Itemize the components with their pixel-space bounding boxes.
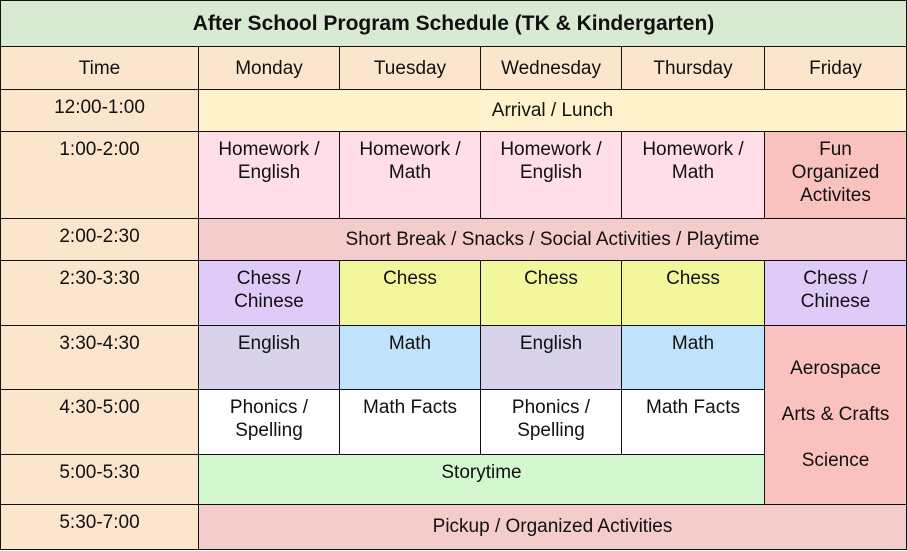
header-wednesday: Wednesday [481,47,622,90]
homework-tuesday-cell: Homework / Math [340,132,481,219]
time-slot: 4:30-5:00 [1,389,199,454]
break-cell: Short Break / Snacks / Social Activities / Playtime [199,219,907,261]
arrival-lunch-cell: Arrival / Lunch [199,90,907,132]
time-slot: 2:00-2:30 [1,219,199,261]
time-slot: 12:00-1:00 [1,90,199,132]
header-monday: Monday [199,47,340,90]
row-arrival [1,90,907,132]
row-afternoon [1,325,907,389]
header-row [1,47,907,90]
friday-enrichment-cell: Aerospace Arts & Crafts Science [765,325,907,504]
storytime-cell: Storytime [199,454,765,504]
time-slot: 5:00-5:30 [1,454,199,504]
header-time: Time [1,47,199,90]
chess-thursday-cell: Chess [622,261,765,325]
header-thursday: Thursday [622,47,765,90]
pickup-cell: Pickup / Organized Activities [199,504,907,549]
header-friday: Friday [765,47,907,90]
fun-activities-friday-cell: Fun Organized Activites [765,132,907,219]
title-row [1,1,907,47]
phonics-monday-cell: Phonics / Spelling [199,389,340,454]
time-slot: 1:00-2:00 [1,132,199,219]
row-break [1,219,907,261]
math-thursday-cell: Math [622,325,765,389]
english-wednesday-cell: English [481,325,622,389]
row-homework [1,132,907,219]
chess-chinese-friday-cell: Chess / Chinese [765,261,907,325]
homework-monday-cell: Homework / English [199,132,340,219]
math-facts-thursday-cell: Math Facts [622,389,765,454]
homework-wednesday-cell: Homework / English [481,132,622,219]
row-pickup [1,504,907,549]
chess-tuesday-cell: Chess [340,261,481,325]
chess-chinese-monday-cell: Chess / Chinese [199,261,340,325]
homework-thursday-cell: Homework / Math [622,132,765,219]
math-tuesday-cell: Math [340,325,481,389]
english-monday-cell: English [199,325,340,389]
header-tuesday: Tuesday [340,47,481,90]
schedule-title: After School Program Schedule (TK & Kindergarten) [1,1,907,47]
math-facts-tuesday-cell: Math Facts [340,389,481,454]
row-chess [1,261,907,325]
time-slot: 5:30-7:00 [1,504,199,549]
time-slot: 3:30-4:30 [1,325,199,389]
chess-wednesday-cell: Chess [481,261,622,325]
time-slot: 2:30-3:30 [1,261,199,325]
phonics-wednesday-cell: Phonics / Spelling [481,389,622,454]
